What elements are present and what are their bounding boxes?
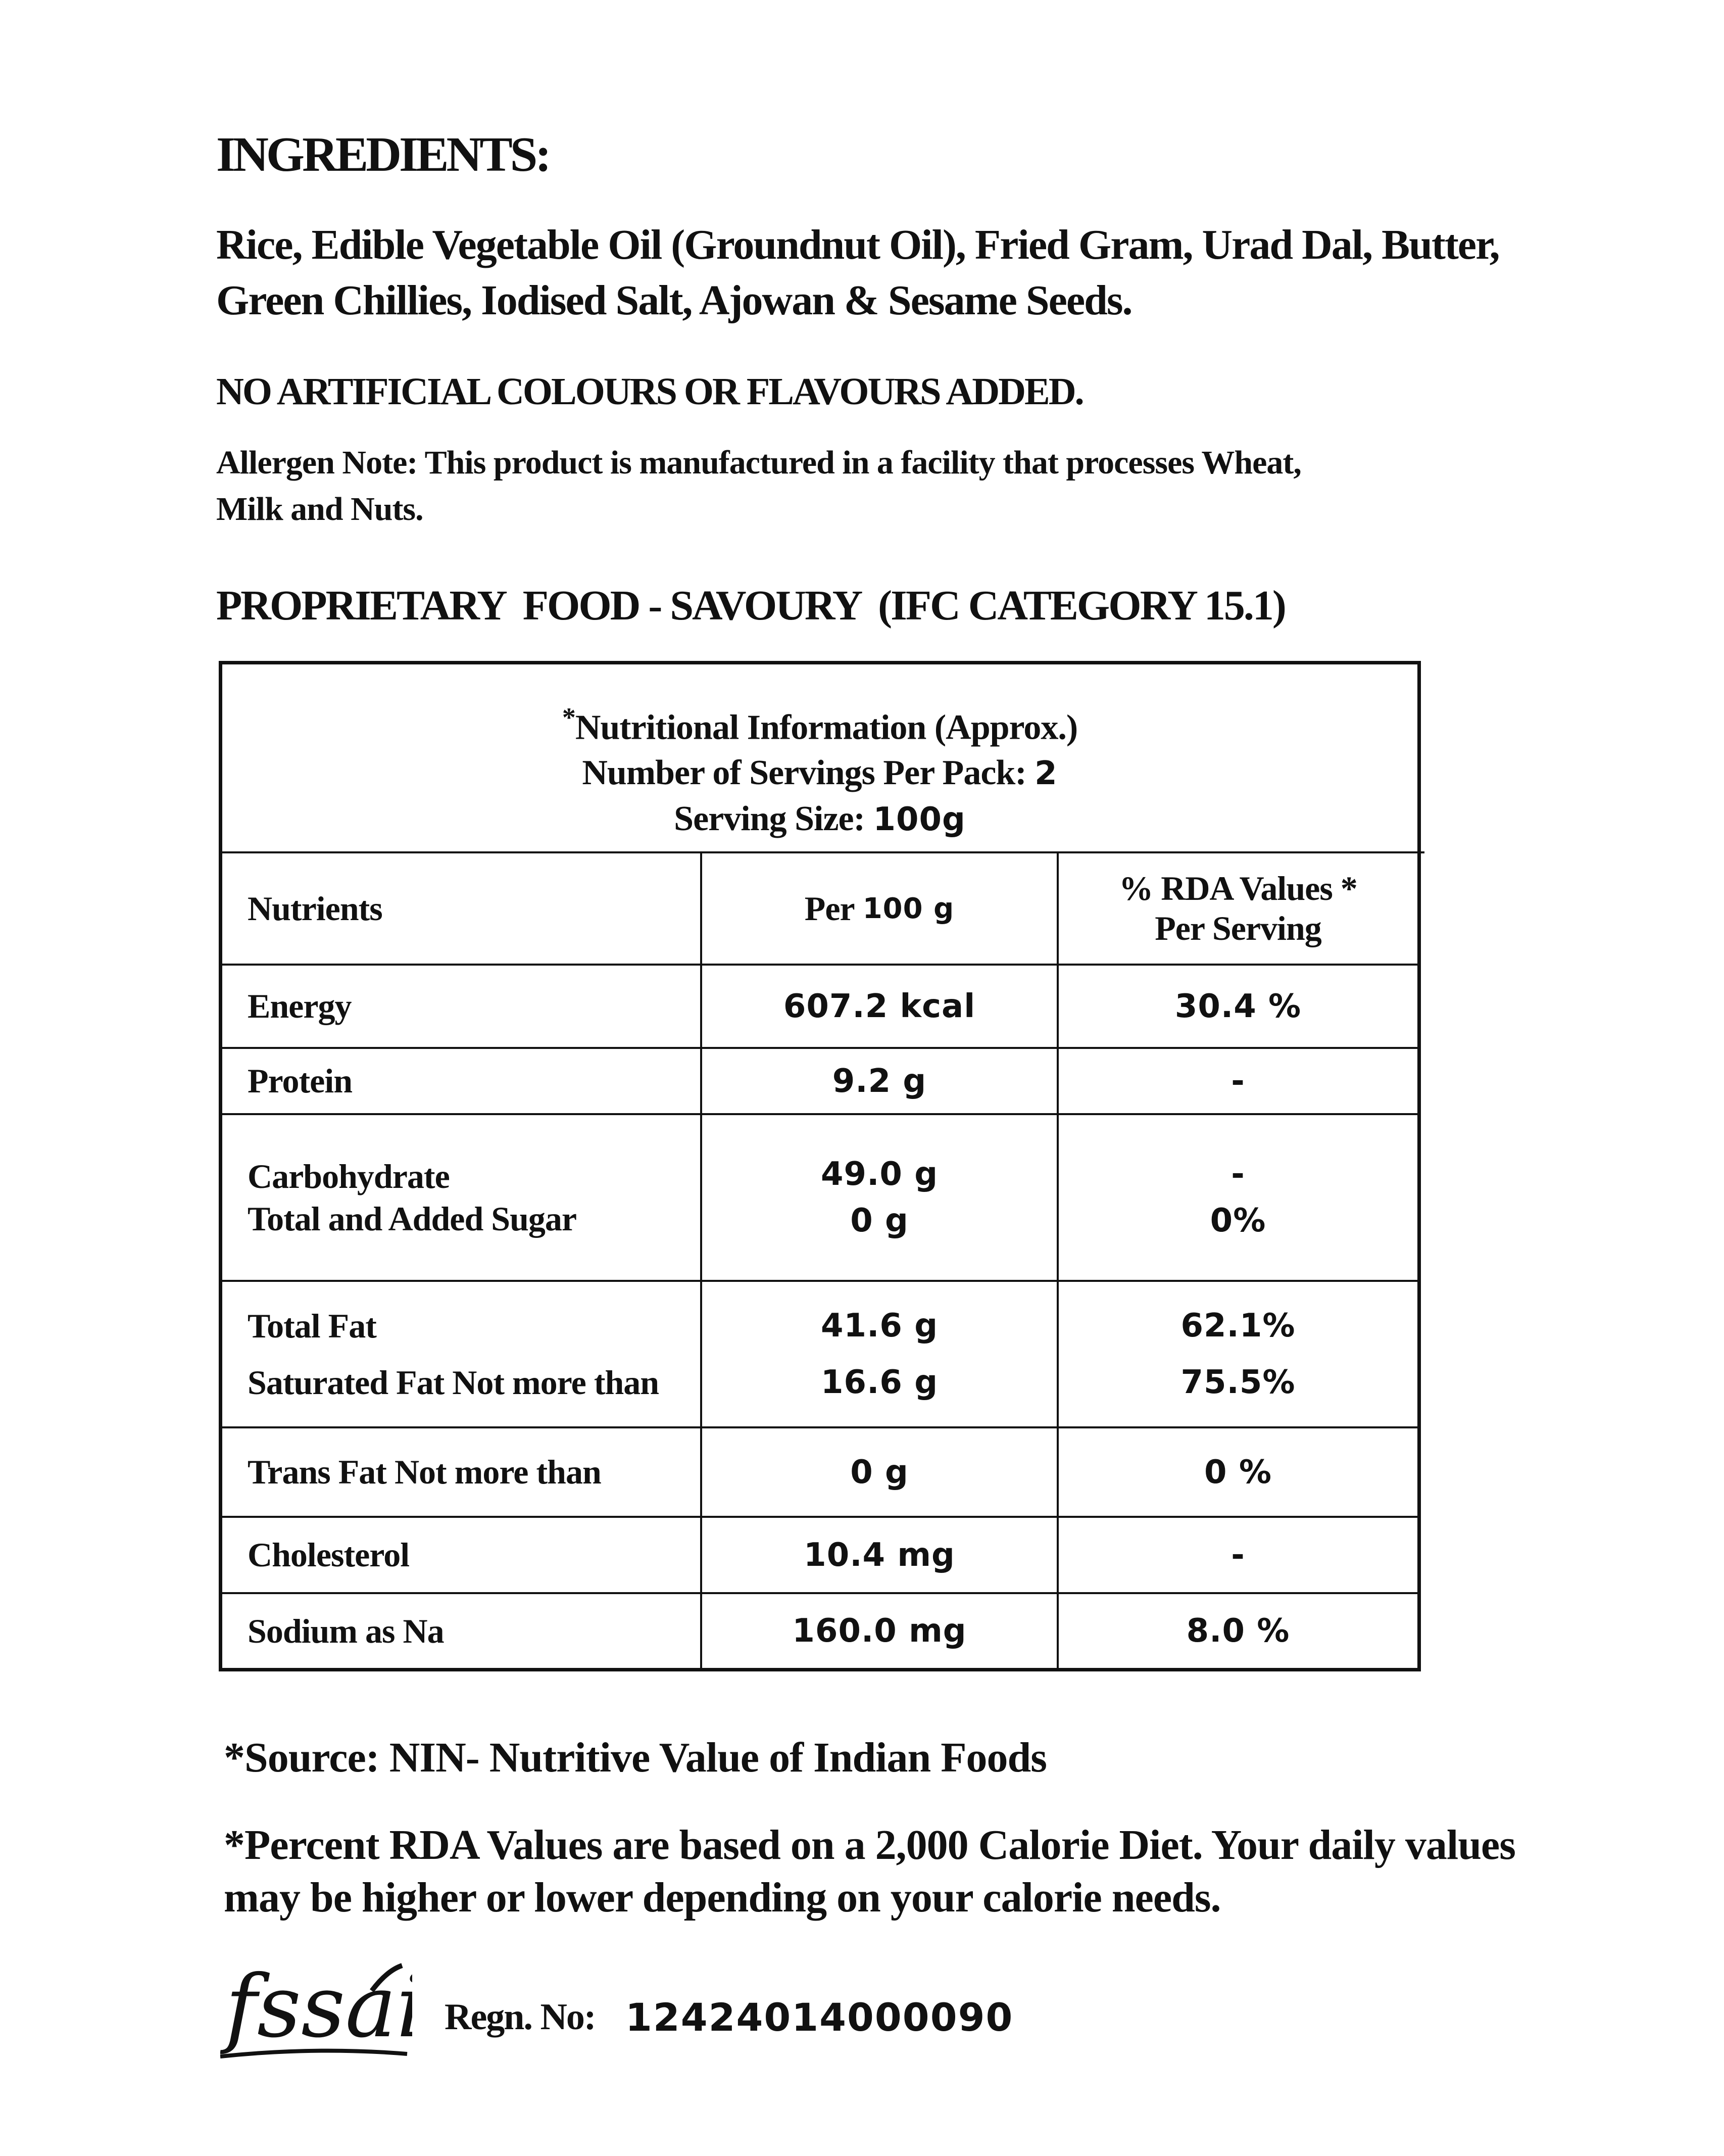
no-artificial-notice: NO ARTIFICIAL COLOURS OR FLAVOURS ADDED.	[216, 370, 1083, 413]
nutrient-name-energy: Energy	[248, 987, 352, 1025]
per100-energy: 607.2 kcal	[783, 987, 976, 1025]
carbohydrate-label: Carbohydrate	[248, 1157, 450, 1195]
nutrition-table	[219, 661, 1421, 1671]
per100-fat	[702, 1282, 1057, 1426]
regn-number: 12424014000090	[625, 1995, 1014, 2040]
carbohydrate-per100: 49.0 g	[821, 1156, 938, 1193]
rda-energy: 30.4 %	[1174, 987, 1302, 1025]
total-fat-rda: 62.1%	[1180, 1307, 1296, 1345]
nutrient-name-protein: Protein	[248, 1062, 353, 1100]
food-category: PROPRIETARY FOOD - SAVOURY (IFC CATEGORY 15.1)	[216, 582, 1285, 629]
rda-trans-fat: 0 %	[1204, 1453, 1272, 1491]
ingredients-text: Rice, Edible Vegetable Oil (Groundnut Oil), Fried Gram, Urad Dal, Butter, Green Chillies, Iodised Salt, Ajowan & Sesame Seeds.	[216, 221, 1499, 324]
per100-trans-fat: 0 g	[850, 1453, 909, 1491]
sugar-rda: 0%	[1210, 1202, 1266, 1239]
title-star: *	[562, 702, 575, 733]
rda-header-line2: Per Serving	[1155, 909, 1321, 947]
per-value: 100 g	[862, 892, 955, 925]
nutrient-name-carbohydrate	[248, 1115, 697, 1280]
nutrient-name-fat	[248, 1282, 697, 1426]
rda-note: *Percent RDA Values are based on a 2,000 Calorie Diet. Your daily values may be higher or lower depending on your calorie needs.	[224, 1822, 1515, 1921]
rda-fat	[1059, 1282, 1417, 1426]
allergen-note: Allergen Note: This product is manufactured in a facility that processes Wheat, Milk and Nuts.	[216, 444, 1301, 528]
rda-header-line1: % RDA Values *	[1119, 869, 1357, 907]
regn-label: Regn. No:	[445, 1996, 596, 2038]
rda-sodium: 8.0 %	[1186, 1612, 1290, 1650]
servings-value: 2	[1035, 755, 1058, 793]
saturated-fat-rda: 75.5%	[1180, 1364, 1296, 1401]
saturated-fat-per100: 16.6 g	[821, 1364, 938, 1401]
sugar-label: Total and Added Sugar	[248, 1200, 577, 1238]
col-header-nutrients: Nutrients	[248, 889, 382, 928]
saturated-fat-label: Saturated Fat Not more than	[248, 1363, 659, 1402]
rda-protein: -	[1231, 1062, 1245, 1100]
col-header-rda	[1059, 853, 1417, 964]
nutrient-name-cholesterol: Cholesterol	[248, 1536, 410, 1574]
serving-size-label: Serving Size:	[674, 799, 865, 839]
per100-protein: 9.2 g	[832, 1062, 927, 1100]
col-header-per100	[702, 853, 1057, 964]
per100-carbohydrate	[702, 1115, 1057, 1280]
rda-carbohydrate	[1059, 1115, 1417, 1280]
nutrition-title: Nutritional Information (Approx.)	[575, 708, 1078, 747]
total-fat-per100: 41.6 g	[821, 1307, 938, 1345]
rda-cholesterol: -	[1231, 1536, 1245, 1574]
source-note: *Source: NIN- Nutritive Value of Indian Foods	[224, 1734, 1047, 1781]
per100-cholesterol: 10.4 mg	[804, 1536, 955, 1574]
serving-size-value: 100g	[873, 801, 966, 839]
nutrient-name-sodium: Sodium as Na	[248, 1611, 444, 1650]
fssai-logo-text: fssai	[225, 1960, 412, 2057]
servings-label: Number of Servings Per Pack:	[582, 753, 1026, 793]
fssai-logo	[220, 1960, 412, 2067]
ingredients-heading: INGREDIENTS:	[216, 127, 549, 182]
carbohydrate-rda: -	[1231, 1156, 1245, 1193]
per-label: Per	[804, 889, 855, 928]
per100-sodium: 160.0 mg	[792, 1612, 967, 1650]
nutrition-header	[222, 695, 1417, 842]
total-fat-label: Total Fat	[248, 1307, 376, 1345]
sugar-per100: 0 g	[850, 1202, 909, 1239]
nutrient-name-trans-fat: Trans Fat Not more than	[248, 1453, 601, 1491]
